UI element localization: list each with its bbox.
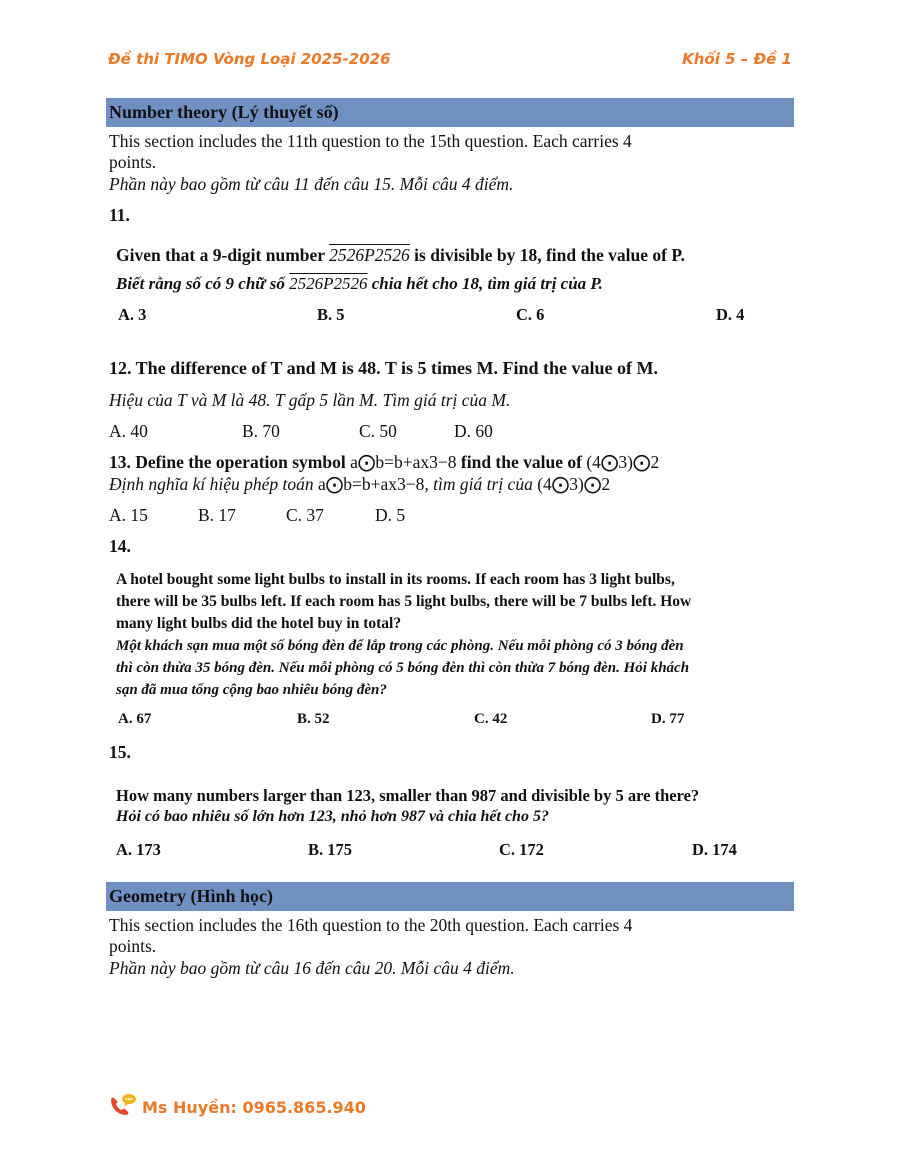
q14-option-b: B. 52: [297, 711, 330, 727]
q14-text-en-line1: A hotel bought some light bulbs to install in its rooms. If each room has 3 light bulbs,: [116, 571, 675, 588]
q13-expression: (4⨀3)⨀2: [586, 452, 660, 472]
phone-chat-icon: [108, 1092, 142, 1122]
q13-option-a: A. 15: [109, 505, 148, 525]
q11-en-pre: Given that a 9-digit number: [116, 245, 330, 265]
q15-option-a: A. 173: [116, 840, 161, 859]
q11-number: 11.: [109, 205, 130, 225]
footer-contact: [108, 1092, 366, 1122]
header-grade: Khối 5 – Đề 1: [682, 50, 792, 68]
q13-en-mid: find the value of: [456, 452, 587, 472]
q14-text-vi-line1: Một khách sạn mua một số bóng đèn để lắp trong các phòng. Nếu mỗi phòng có 3 bóng đèn: [116, 638, 684, 654]
q13-vi-pre: Định nghĩa kí hiệu phép toán: [109, 474, 319, 494]
q11-vi-post: chia hết cho 18, tìm giá trị của P.: [367, 274, 603, 293]
q11-text-en: [116, 243, 685, 268]
section-intro-vi: Phần này bao gồm từ câu 11 đến câu 15. Mỗi câu 4 điểm.: [109, 174, 514, 194]
q11-option-c: C. 6: [516, 305, 545, 324]
q12-text-vi: Hiệu của T và M là 48. T gấp 5 lần M. Tìm giá trị của M.: [109, 390, 511, 410]
q15-option-d: D. 174: [692, 840, 737, 859]
q14-number: 14.: [109, 536, 131, 556]
q11-option-a: A. 3: [118, 305, 147, 324]
q13-option-d: D. 5: [375, 505, 406, 525]
q15-option-c: C. 172: [499, 840, 544, 859]
q11-vi-pre: Biết rằng số có 9 chữ số: [116, 274, 290, 293]
q12-option-b: B. 70: [242, 421, 280, 441]
section-number-theory-title: Number theory (Lý thuyết số): [106, 98, 794, 127]
q12-option-d: D. 60: [454, 421, 493, 441]
q12-option-c: C. 50: [359, 421, 397, 441]
q11-text-vi: [116, 274, 603, 294]
q15-text-vi: Hỏi có bao nhiêu số lớn hơn 123, nhỏ hơn 987 và chia hết cho 5?: [116, 808, 549, 825]
q11-number-overline: 2526P2526: [329, 245, 410, 265]
q13-vi-expression: (4⨀3)⨀2: [537, 474, 611, 494]
q13-text-vi: [109, 474, 610, 495]
q13-vi-operation: a⨀b=b+ax3−8: [318, 474, 425, 494]
q14-option-d: D. 77: [651, 711, 685, 727]
q11-en-post: is divisible by 18, find the value of P.: [409, 245, 685, 265]
q15-text-en: How many numbers larger than 123, smaller than 987 and divisible by 5 are there?: [116, 786, 700, 805]
q13-operation: a⨀b=b+ax3−8: [350, 452, 457, 472]
q14-option-a: A. 67: [118, 711, 152, 727]
section-intro-en-line1: This section includes the 11th question to the 15th question. Each carries 4: [109, 131, 632, 151]
q11-option-b: B. 5: [317, 305, 345, 324]
q14-text-en-line2: there will be 35 bulbs left. If each room has 5 light bulbs, there will be 7 bulbs left. How: [116, 593, 692, 610]
q15-number: 15.: [109, 742, 131, 762]
section-geometry-title: Geometry (Hình học): [106, 882, 794, 911]
q13-option-b: B. 17: [198, 505, 236, 525]
q14-text-en-line3: many light bulbs did the hotel buy in total?: [116, 615, 402, 632]
q12-option-a: A. 40: [109, 421, 148, 441]
q13-option-c: C. 37: [286, 505, 324, 525]
q12-text-en: 12. The difference of T and M is 48. T is 5 times M. Find the value of M.: [109, 358, 659, 378]
q15-option-b: B. 175: [308, 840, 353, 859]
q11-option-d: D. 4: [716, 305, 745, 324]
q13-vi-mid: , tìm giá trị của: [424, 474, 538, 494]
footer-contact-text: Ms Huyền: 0965.865.940: [142, 1097, 366, 1117]
q13-text-en: [109, 452, 659, 473]
q14-option-c: C. 42: [474, 711, 508, 727]
geometry-intro-en-line1: This section includes the 16th question to the 20th question. Each carries 4: [109, 915, 633, 935]
geometry-intro-en-line2: points.: [109, 936, 157, 956]
q11-vi-number-overline: 2526P2526: [289, 274, 368, 293]
q14-text-vi-line3: sạn đã mua tổng cộng bao nhiêu bóng đèn?: [116, 682, 387, 698]
geometry-intro-vi: Phần này bao gồm từ câu 16 đến câu 20. Mỗi câu 4 điểm.: [109, 958, 515, 978]
section-intro-en-line2: points.: [109, 152, 157, 172]
header-title: Đề thi TIMO Vòng Loại 2025-2026: [108, 50, 391, 68]
q13-en-pre: 13. Define the operation symbol: [109, 452, 351, 472]
q14-text-vi-line2: thì còn thừa 35 bóng đèn. Nếu mỗi phòng có 5 bóng đèn thì còn thừa 7 bóng đèn. Hỏi khách: [116, 660, 690, 676]
